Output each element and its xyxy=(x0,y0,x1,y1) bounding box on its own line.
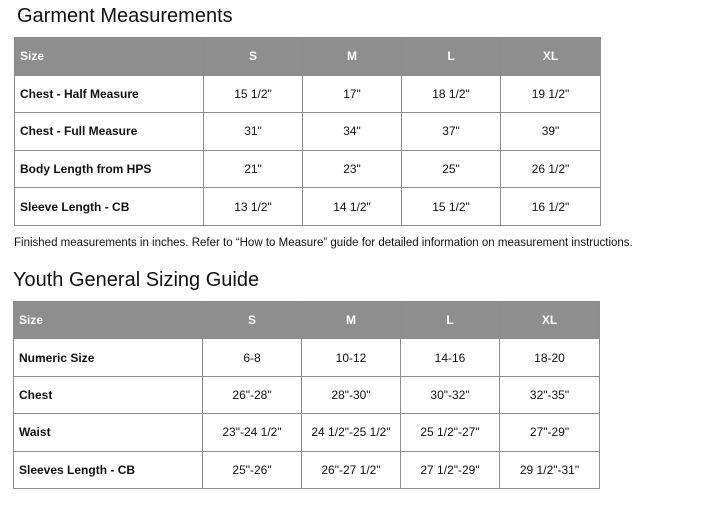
table-row xyxy=(15,188,601,226)
garment-measurements-title: Garment Measurements xyxy=(17,5,233,27)
table-cell: 14-16 xyxy=(401,339,500,376)
table-cell: 29 1/2"-31" xyxy=(500,451,600,488)
table-row xyxy=(14,339,600,376)
header-cell-xl: XL xyxy=(501,38,601,76)
header-cell-s: S xyxy=(204,38,303,76)
table-cell: 28"-30" xyxy=(302,376,401,413)
table-cell: 26 1/2" xyxy=(501,150,601,188)
table-cell: 21" xyxy=(204,150,303,188)
table-cell: 16 1/2" xyxy=(501,188,601,226)
table-cell: 34" xyxy=(303,113,402,151)
table-row xyxy=(15,75,601,113)
table-cell: 26"-28" xyxy=(203,376,302,413)
table-cell: 37" xyxy=(402,113,501,151)
measurement-note: Finished measurements in inches. Refer to “How to Measure” guide for detailed information on measurement instructions. xyxy=(14,237,633,249)
row-label: Numeric Size xyxy=(14,339,203,376)
table-cell: 27 1/2"-29" xyxy=(401,451,500,488)
table-cell: 27"-29" xyxy=(500,414,600,451)
header-cell-xl: XL xyxy=(500,302,600,339)
table-cell: 6-8 xyxy=(203,339,302,376)
table-cell: 13 1/2" xyxy=(204,188,303,226)
table-cell: 14 1/2" xyxy=(303,188,402,226)
table-cell: 31" xyxy=(204,113,303,151)
table-cell: 17" xyxy=(303,75,402,113)
header-cell-l: L xyxy=(402,38,501,76)
table-cell: 26"-27 1/2" xyxy=(302,451,401,488)
table-cell: 39" xyxy=(501,113,601,151)
table-cell: 30"-32" xyxy=(401,376,500,413)
table-header-row xyxy=(15,38,601,76)
header-cell-size: Size xyxy=(15,38,204,76)
table-cell: 15 1/2" xyxy=(204,75,303,113)
header-cell-l: L xyxy=(401,302,500,339)
table-cell: 18 1/2" xyxy=(402,75,501,113)
row-label: Sleeve Length - CB xyxy=(15,188,204,226)
table-cell: 25"-26" xyxy=(203,451,302,488)
table-cell: 19 1/2" xyxy=(501,75,601,113)
table-row xyxy=(14,376,600,413)
table-row xyxy=(14,414,600,451)
row-label: Body Length from HPS xyxy=(15,150,204,188)
table-cell: 23" xyxy=(303,150,402,188)
table-cell: 24 1/2"-25 1/2" xyxy=(302,414,401,451)
header-cell-m: M xyxy=(302,302,401,339)
table-cell: 25 1/2"-27" xyxy=(401,414,500,451)
row-label: Chest xyxy=(14,376,203,413)
header-cell-s: S xyxy=(203,302,302,339)
garment-measurements-table xyxy=(14,37,601,226)
row-label: Chest - Half Measure xyxy=(15,75,204,113)
youth-sizing-title: Youth General Sizing Guide xyxy=(13,269,260,291)
youth-sizing-table xyxy=(13,301,600,489)
table-row xyxy=(15,150,601,188)
table-header-row xyxy=(14,302,600,339)
table-cell: 10-12 xyxy=(302,339,401,376)
row-label: Waist xyxy=(14,414,203,451)
header-cell-size: Size xyxy=(14,302,203,339)
row-label: Chest - Full Measure xyxy=(15,113,204,151)
row-label: Sleeves Length - CB xyxy=(14,451,203,488)
table-cell: 25" xyxy=(402,150,501,188)
table-row xyxy=(15,113,601,151)
table-cell: 32"-35" xyxy=(500,376,600,413)
table-cell: 23"-24 1/2" xyxy=(203,414,302,451)
header-cell-m: M xyxy=(303,38,402,76)
table-cell: 15 1/2" xyxy=(402,188,501,226)
table-row xyxy=(14,451,600,488)
table-cell: 18-20 xyxy=(500,339,600,376)
